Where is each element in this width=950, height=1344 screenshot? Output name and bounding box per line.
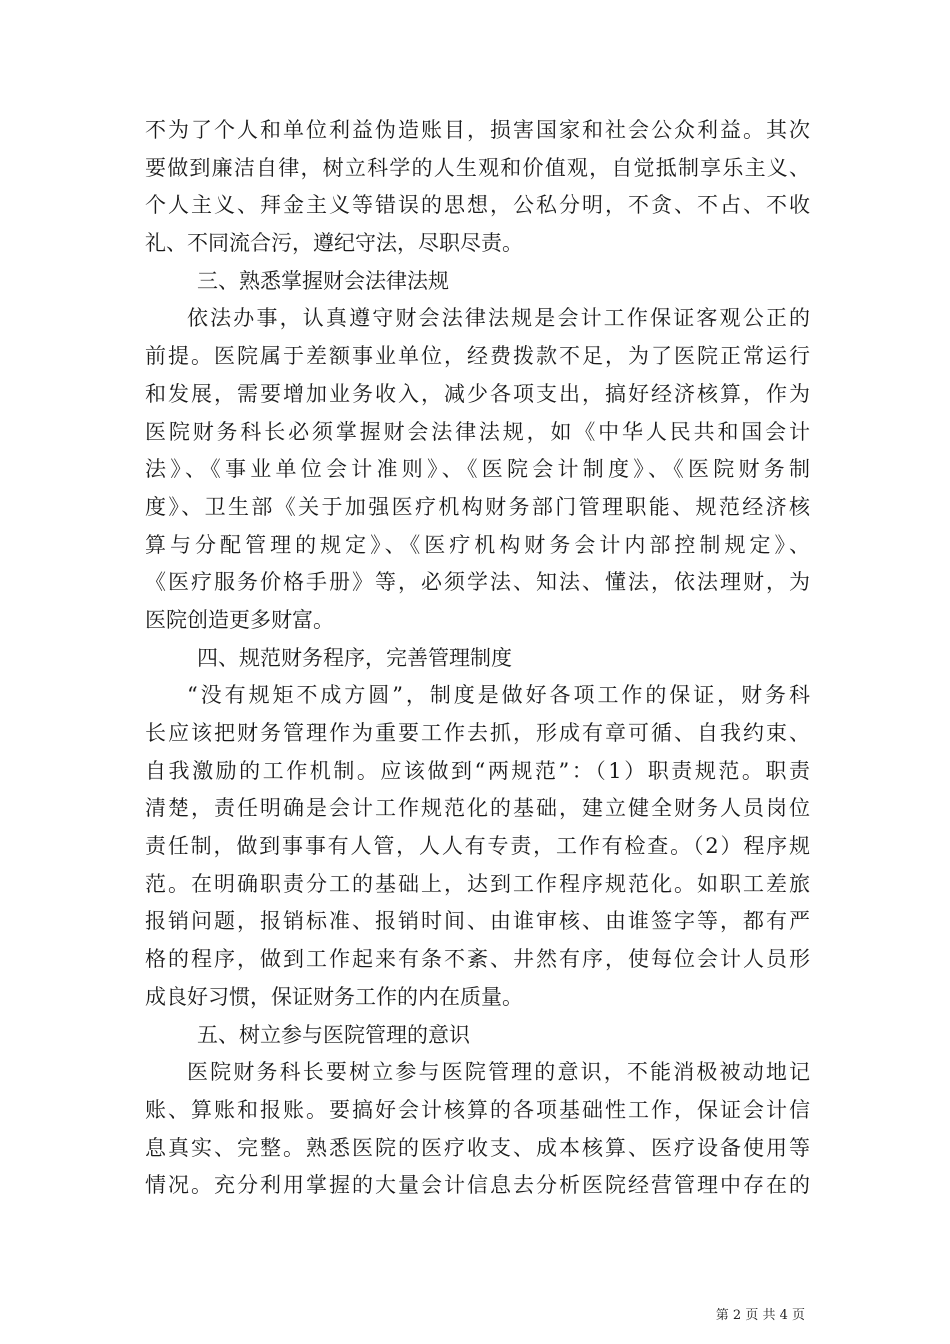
paragraph-line: 格的程序，做到工作起来有条不紊、井然有序，使每位会计人员形: [145, 947, 810, 972]
paragraph-line: 要做到廉洁自律，树立科学的人生观和价值观，自觉抵制享乐主义、: [145, 155, 810, 180]
paragraph-line: 度》、卫生部《关于加强医疗机构财务部门管理职能、规范经济核: [145, 494, 810, 519]
paragraph-line: “没有规矩不成方圆”，制度是做好各项工作的保证，财务科: [187, 683, 810, 708]
paragraph-line: 医院财务科长要树立参与医院管理的意识，不能消极被动地记: [187, 1060, 810, 1085]
paragraph-line: 算与分配管理的规定》、《医疗机构财务会计内部控制规定》、: [145, 532, 810, 557]
section-heading: 四、规范财务程序，完善管理制度: [197, 645, 512, 670]
paragraph-line: 报销问题，报销标准、报销时间、由谁审核、由谁签字等，都有严: [145, 909, 810, 934]
paragraph-line: 医院财务科长必须掌握财会法律法规，如《中华人民共和国会计: [145, 419, 810, 444]
paragraph-line: 礼、不同流合污，遵纪守法，尽职尽责。: [145, 231, 523, 256]
section-heading: 五、树立参与医院管理的意识: [197, 1022, 470, 1047]
paragraph-line: 责任制，做到事事有人管，人人有专责，工作有检查。（2）程序规: [145, 834, 810, 859]
paragraph-line: 情况。充分利用掌握的大量会计信息去分析医院经营管理中存在的: [145, 1173, 810, 1198]
paragraph-line: 清楚，责任明确是会计工作规范化的基础，建立健全财务人员岗位: [145, 796, 810, 821]
paragraph-line: 和发展，需要增加业务收入，减少各项支出，搞好经济核算，作为: [145, 381, 810, 406]
paragraph-line: 长应该把财务管理作为重要工作去抓，形成有章可循、自我约束、: [145, 721, 810, 745]
paragraph-line: 个人主义、拜金主义等错误的思想，公私分明，不贪、不占、不收: [145, 193, 810, 218]
paragraph-line: 前提。医院属于差额事业单位，经费拨款不足，为了医院正常运行: [145, 344, 810, 369]
paragraph-line: 依法办事，认真遵守财会法律法规是会计工作保证客观公正的: [187, 306, 810, 331]
paragraph-line: 息真实、完整。熟悉医院的医疗收支、成本核算、医疗设备使用等: [145, 1135, 810, 1160]
paragraph-line: 自我激励的工作机制。应该做到“两规范”：（1）职责规范。职责: [145, 758, 810, 783]
body-text: [145, 112, 810, 1205]
paragraph-line: 医院创造更多财富。: [145, 607, 334, 632]
paragraph-line: 范。在明确职责分工的基础上，达到工作程序规范化。如职工差旅: [145, 871, 810, 896]
section-heading: 三、熟悉掌握财会法律法规: [197, 268, 449, 293]
paragraph-line: 成良好习惯，保证财务工作的内在质量。: [145, 984, 523, 1009]
paragraph-line: 法》、《事业单位会计准则》、《医院会计制度》、《医院财务制: [145, 457, 810, 482]
page-number: 第 2 页 共 4 页: [715, 1308, 805, 1323]
paragraph-line: 账、算账和报账。要搞好会计核算的各项基础性工作，保证会计信: [145, 1097, 810, 1122]
paragraph-line: 《医疗服务价格手册》等，必须学法、知法、懂法，依法理财，为: [145, 570, 810, 595]
paragraph-line: 不为了个人和单位利益伪造账目，损害国家和社会公众利益。其次: [145, 118, 810, 142]
